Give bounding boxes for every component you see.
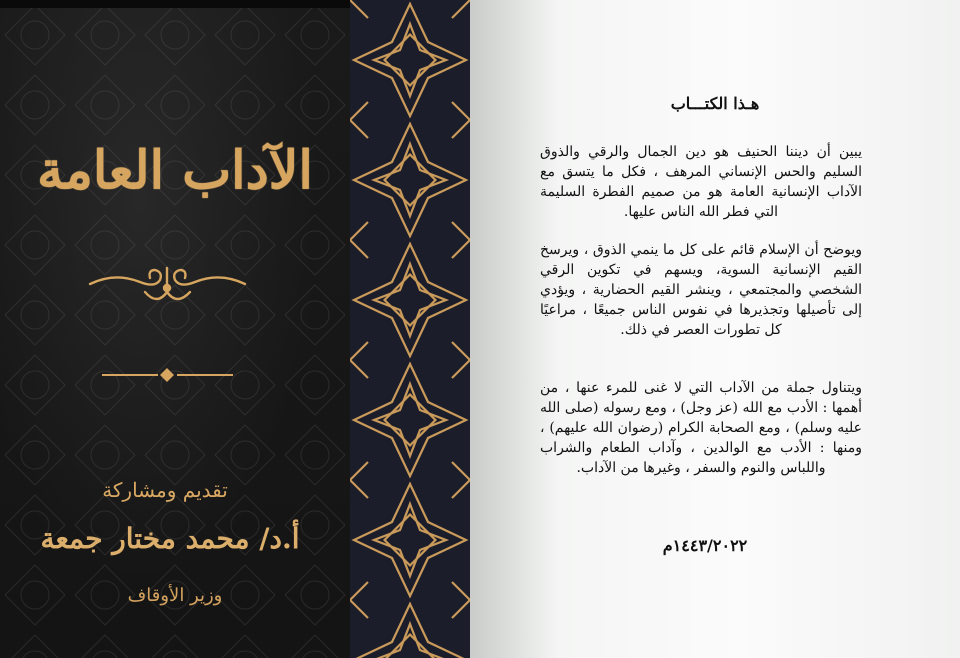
author-name: أ.د/ محمد مختار جمعة [40,522,300,555]
scroll-ornament-icon [85,262,250,312]
prepared-label: تقديم ومشاركة [102,478,228,502]
back-cover [470,0,960,658]
description-paragraph-3: ويتناول جملة من الآداب التي لا غنى للمرء عنها ، من أهمها : الأدب مع الله (عز وجل) ، ومع رسوله (صلى الله عليه وسلم) ، ومع الصحابة الكرام (رضوان الله عليهم) ، ومنها : الأدب مع الوالدين ، وآداب الطعام والشراب واللباس والنوم والسفر ، وغيرها من الآداب. [540,380,862,476]
back-heading: هـذا الكتـــاب [670,94,760,113]
book-title: الآداب العامة [37,140,313,201]
description-paragraph-1: يبين أن ديننا الحنيف هو دين الجمال والرقي والذوق السليم والحس الإنساني المرهف ، فكل ما يتسق مع الآداب الإنسانية العامة هو من صميم الفطرة السليمة التي فطر الله الناس عليها. [540,144,862,220]
author-role: وزير الأوقاف [127,585,223,606]
publication-date: ١٤٤٣/٢٠٢٢م [662,536,748,555]
front-cover [0,0,350,658]
spine-pattern [350,0,470,658]
background-pattern [0,0,350,658]
divider-ornament-icon [100,365,235,385]
description-paragraph-2: ويوضح أن الإسلام قائم على كل ما ينمي الذوق ، ويرسخ القيم الإنسانية السوية، ويسهم في تكوين الرقي الشخصي والمجتمعي ، وينشر القيم الحضارية ، ويؤدي إلى تأصيلها وتجذيرها في نفوس الناس جميعًا ، مراعيًا كل تطورات العصر في ذلك. [540,242,862,338]
